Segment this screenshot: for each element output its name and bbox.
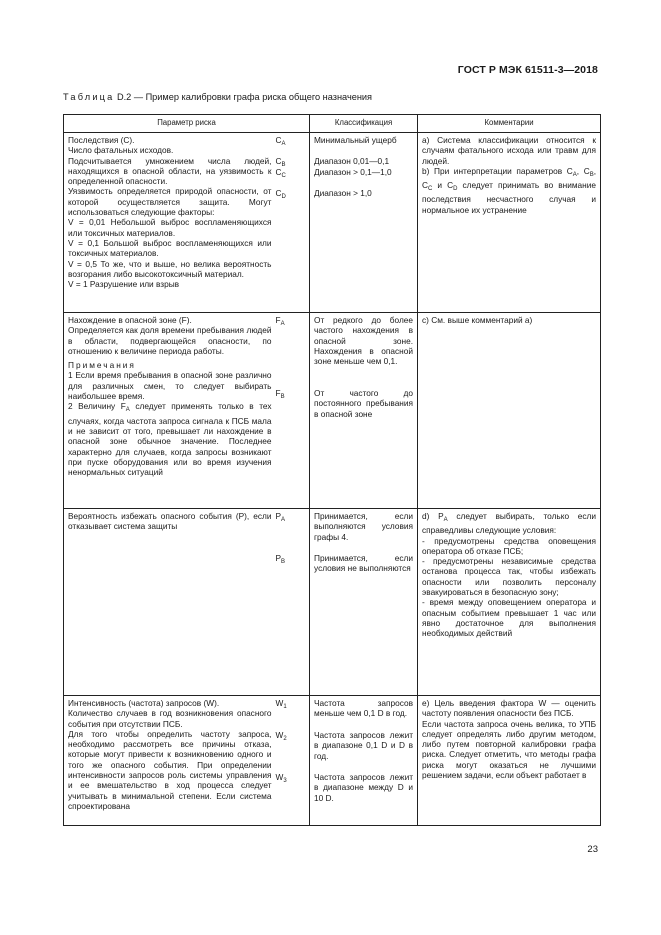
class-line: Диапазон > 1,0 — [314, 188, 372, 198]
comment-line: - предусмотрены средства оповещения оператора об отказе ПСБ; — [422, 535, 597, 556]
table-row — [64, 509, 601, 696]
param-line: Уязвимость определяется природой опасности, от которой осуществляется защита. Могут использоваться следующие факторы: — [68, 186, 272, 218]
comment-line: - время между оповещением оператора и опасным событием превышает 1 час или явно достаточное для выполнения необходимых действий — [422, 597, 597, 639]
comment-line: b) При интерпретации параметров $C_A$, $C_B$, $C_C$ и $C_D$ следует принимать во внимание последствия несчастного случая и нормальное их устранение — [422, 165, 597, 215]
classification-cell — [310, 509, 418, 696]
caption-title: D.2 — Пример калибровки графа риска общего назначения — [114, 92, 373, 102]
code-fa: $F_A$ — [275, 315, 285, 327]
param-line: Количество случаев в год возникновения опасного события при отсутствии ПСБ. — [68, 708, 272, 729]
comment-line: е) Цель введения фактора W — оценить частоту появления опасности без ПСБ. — [422, 698, 597, 719]
comment-line: d) $P_A$ следует выбирать, только если справедливы следующие условия: — [422, 511, 597, 536]
class-line: От частого до постоянного пребывания в опасной зоне — [314, 388, 414, 419]
class-line: Принимается, если условия не выполняются — [314, 553, 414, 574]
param-line: Интенсивность (частота) запросов (W). — [68, 698, 220, 708]
comment-cell — [418, 696, 601, 826]
param-line: Вероятность избежать опасного события (Р), если отказывает система защиты — [68, 511, 272, 532]
param-line: V = 1 Разрушение или взрыв — [68, 279, 180, 290]
notes-title: Примечания — [68, 360, 136, 371]
class-line: Частота запросов лежит в диапазоне 0,1 D и D в год. — [314, 730, 414, 761]
table-caption — [63, 92, 372, 102]
code-pb: $P_B$ — [275, 553, 286, 565]
param-line: Определяется как доля времени пребывания людей в области, подвергающейся опасности, по отношению к величине периода работы. — [68, 325, 272, 356]
class-line: Частота запросов лежит в диапазоне между D и 10 D. — [314, 772, 414, 803]
class-line: Минимальный ущерб — [314, 135, 397, 145]
param-line: Нахождение в опасной зоне (F). — [68, 315, 192, 325]
header-comments: Комментарии — [418, 115, 601, 133]
code-cb: $C_B$ — [275, 156, 286, 168]
table-header-row — [64, 115, 601, 133]
class-line: Частота запросов меньше чем 0,1 D в год. — [314, 698, 414, 719]
param-cell — [64, 509, 276, 696]
header-risk-parameter: Параметр риска — [64, 115, 310, 133]
comment-cell — [418, 313, 601, 509]
param-line: V = 0,01 Небольшой выброс воспламеняющихся или токсичных материалов. — [68, 217, 272, 238]
code-w2: $W_2$ — [275, 730, 287, 742]
note-line: 1 Если время пребывания в опасной зоне различно для различных смен, то следует выбирать наибольшее время. — [68, 370, 272, 402]
comment-line: Если частота запроса очень велика, то УПБ следует определять либо другим методом, либо путем повторной калибровки графа риска. Следует отметить, что методы графа риска могут оказаться не лучшими решением задачи, если объект работает в — [422, 718, 597, 781]
code-cell — [276, 509, 310, 696]
comment-line: а) Система классификации относится к случаям фатального исхода или травм для людей. — [422, 135, 597, 166]
param-line: V = 0,5 То же, что и выше, но велика вероятность возгорания либо высокотоксичный материал. — [68, 258, 272, 279]
param-line: Последствия (С). — [68, 135, 135, 145]
param-line: V = 0,1 Большой выброс воспламеняющихся или токсичных материалов. — [68, 237, 272, 259]
param-line: Число фатальных исходов. — [68, 145, 174, 156]
comment-cell — [418, 133, 601, 313]
classification-cell — [310, 133, 418, 313]
table-row — [64, 696, 601, 826]
code-cell — [276, 696, 310, 826]
comment-line: с) См. выше комментарий а) — [422, 315, 533, 325]
code-w3: $W_3$ — [275, 772, 287, 784]
code-cd: $C_D$ — [275, 188, 286, 200]
param-cell — [64, 133, 276, 313]
caption-label: Таблица — [63, 92, 115, 102]
classification-cell — [310, 696, 418, 826]
page-number: 23 — [587, 844, 598, 855]
note-line: 2 Величину $F_A$ следует применять только в тех случаях, когда частота запроса сигнала к ПСБ мала и не зависит от того, превышает ли нахождение в опасной зоне обычное значение. Последнее характерно для случаев, когда запросы возникают при пуске оборудования или во время изучения ненормальных ситуаций — [68, 401, 272, 478]
code-fb: $F_B$ — [275, 388, 285, 400]
code-w1: $W_1$ — [275, 698, 287, 710]
table-row — [64, 313, 601, 509]
comment-line: - предусмотрены независимые средства останова процесса так, чтобы избежать опасности или позволить персоналу эвакуироваться в безопасную зону; — [422, 556, 597, 598]
param-cell — [64, 313, 276, 509]
class-line: От редкого до более частого нахождения в опасной зоне. Нахождения в опасной зоне меньше чем 0,1. — [314, 315, 414, 367]
code-ca: $C_A$ — [275, 135, 286, 147]
param-line: Для того чтобы определить частоту запроса, необходимо рассмотреть все причины отказа, которые могут привести к возникновению одного и того же опасного события. При определении интенсивности запросов роль системы управления и ее вмешательство в ход процесса следует учитывать в минимальной степени. Если система спроектирована — [68, 728, 272, 811]
param-cell — [64, 696, 276, 826]
table-row — [64, 133, 601, 313]
code-cell — [276, 133, 310, 313]
class-line: Диапазон > 0,1—1,0 — [314, 167, 392, 177]
code-cc: $C_C$ — [275, 167, 286, 179]
header-classification: Классификация — [310, 115, 418, 133]
code-cell — [276, 313, 310, 509]
risk-graph-table — [63, 114, 601, 826]
classification-cell — [310, 313, 418, 509]
comment-cell — [418, 509, 601, 696]
class-line: Диапазон 0,01—0,1 — [314, 156, 390, 166]
param-line: Подсчитывается умножением числа людей, находящихся в опасной области, на уязвимость к определенной опасности. — [68, 155, 272, 187]
document-code: ГОСТ Р МЭК 61511-3—2018 — [457, 64, 598, 76]
code-pa: $P_A$ — [275, 511, 286, 523]
class-line: Принимается, если выполняются условия графы 4. — [314, 511, 414, 542]
